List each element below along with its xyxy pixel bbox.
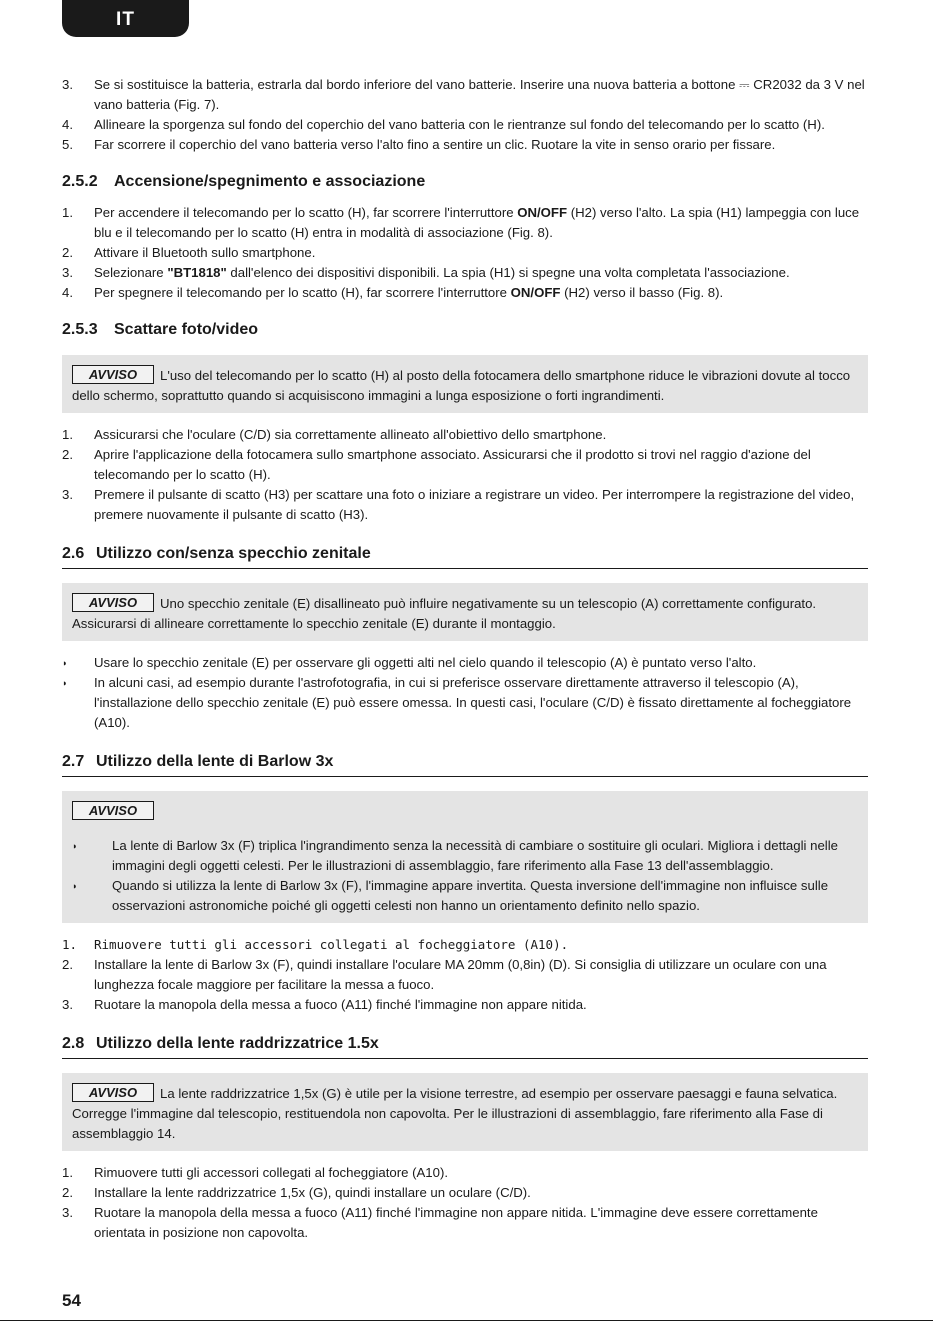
step-emphasis: "BT1818" bbox=[167, 265, 227, 280]
step-number: 2. bbox=[62, 957, 73, 972]
section-2-7-steps bbox=[62, 935, 868, 1015]
section-number: 2.5.2 bbox=[62, 173, 98, 190]
list-item bbox=[62, 243, 868, 263]
bullet-text: La lente di Barlow 3x (F) triplica l'ingrandimento senza la necessità di cambiare o sostituire gli oculari. Migliora i dettagli nelle immagini degli oggetti celesti. Per le illustrazioni di assemblaggio, fare riferimento alla Fase 13 dell'assemblaggio. bbox=[112, 838, 838, 873]
notice-box bbox=[62, 1073, 868, 1151]
step-number: 1. bbox=[62, 1165, 73, 1180]
section-heading-2-7 bbox=[62, 751, 868, 777]
intro-steps-list bbox=[62, 75, 868, 155]
step-number: 1. bbox=[62, 937, 78, 952]
step-text: Rimuovere tutti gli accessori collegati al focheggiatore (A10). bbox=[94, 1165, 449, 1180]
section-number: 2.5.3 bbox=[62, 321, 98, 338]
bullet-text: Usare lo specchio zenitale (E) per osservare gli oggetti alti nel cielo quando il telescopio (A) è puntato verso l'alto. bbox=[94, 655, 757, 670]
step-text: Rimuovere tutti gli accessori collegati al focheggiatore (A10). bbox=[94, 937, 569, 952]
list-item bbox=[62, 955, 868, 995]
step-number: 1. bbox=[62, 205, 73, 220]
section-title: Utilizzo con/senza specchio zenitale bbox=[96, 545, 371, 562]
step-number: 3. bbox=[62, 77, 73, 92]
step-text: Ruotare la manopola della messa a fuoco (A11) finché l'immagine non appare nitida. bbox=[94, 997, 587, 1012]
section-title: Utilizzo della lente di Barlow 3x bbox=[96, 753, 334, 770]
step-text: Premere il pulsante di scatto (H3) per scattare una foto o iniziare a registrare un video. Per interrompere la registrazione del video, premere nuovamente il pulsante di scatto (H3). bbox=[94, 487, 855, 522]
step-text: Per accendere il telecomando per lo scatto (H), far scorrere l'interruttore bbox=[94, 205, 518, 220]
page-content bbox=[62, 75, 868, 1243]
step-text: Installare la lente di Barlow 3x (F), quindi installare l'oculare MA 20mm (0,8in) (D). Si consiglia di utilizzare un oculare con una lunghezza focale maggiore per facilitare la messa a fuoco. bbox=[94, 957, 827, 992]
section-title: Accensione/spegnimento e associazione bbox=[114, 173, 426, 190]
list-item bbox=[62, 445, 868, 485]
step-number: 2. bbox=[62, 245, 73, 260]
notice-badge: AVVISO bbox=[72, 1083, 154, 1102]
page-number: 54 bbox=[62, 1291, 81, 1310]
bullet-icon: ◗ bbox=[62, 678, 68, 688]
step-text: Selezionare bbox=[94, 265, 168, 280]
step-number: 2. bbox=[62, 447, 73, 462]
section-heading-2-6 bbox=[62, 543, 868, 569]
list-item bbox=[62, 653, 868, 673]
section-2-6-bullets bbox=[62, 653, 868, 733]
step-text: dall'elenco dei dispositivi disponibili. La spia (H1) si spegne una volta completata l'associazione. bbox=[226, 265, 790, 280]
step-number: 1. bbox=[62, 427, 73, 442]
step-number: 3. bbox=[62, 997, 73, 1012]
list-item bbox=[62, 425, 868, 445]
list-item bbox=[62, 1203, 868, 1243]
bullet-icon: ◗ bbox=[72, 841, 78, 851]
notice-box bbox=[62, 791, 868, 923]
list-item bbox=[62, 995, 868, 1015]
step-text: Per spegnere il telecomando per lo scatto (H), far scorrere l'interruttore bbox=[94, 285, 511, 300]
step-text: (H2) verso l'alto. La spia (H1) lampeggia con luce blu e il telecomando per lo scatto (H) entra in modalità di associazione (Fig. 8). bbox=[94, 205, 860, 240]
section-title: Scattare foto/video bbox=[114, 321, 259, 338]
list-item bbox=[62, 75, 868, 115]
list-item bbox=[62, 203, 868, 243]
step-text: Se si sostituisce la batteria, estrarla dal bordo inferiore del vano batterie. Inserire una nuova batteria a bottone ⎓ CR2032 da 3 V nel vano batteria (Fig. 7). bbox=[94, 77, 865, 112]
step-text: Attivare il Bluetooth sullo smartphone. bbox=[94, 245, 316, 260]
notice-bullets bbox=[72, 836, 858, 916]
list-item bbox=[62, 485, 868, 525]
notice-text: Uno specchio zenitale (E) disallineato può influire negativamente su un telescopio (A) correttamente configurato. Assicurarsi di allineare correttamente lo specchio zenitale (E) durante il montaggio. bbox=[72, 596, 817, 631]
step-text: Assicurarsi che l'oculare (C/D) sia correttamente allineato all'obiettivo dello smartphone. bbox=[94, 427, 607, 442]
step-text: (H2) verso il basso (Fig. 8). bbox=[560, 285, 724, 300]
notice-box bbox=[62, 583, 868, 641]
list-item bbox=[72, 836, 858, 876]
list-item bbox=[62, 283, 868, 303]
section-number: 2.8 bbox=[62, 1035, 85, 1052]
step-number: 4. bbox=[62, 285, 73, 300]
section-heading-2-5-2 bbox=[62, 171, 868, 193]
section-2-5-2-steps bbox=[62, 203, 868, 303]
step-number: 3. bbox=[62, 1205, 73, 1220]
bottom-divider bbox=[0, 1320, 933, 1321]
list-item bbox=[62, 673, 868, 733]
step-number: 5. bbox=[62, 137, 73, 152]
step-number: 2. bbox=[62, 1185, 73, 1200]
bullet-text: In alcuni casi, ad esempio durante l'astrofotografia, in cui si preferisce osservare direttamente attraverso il telescopio (A), l'installazione dello specchio zenitale (E) può essere omessa. In questi casi, l'oculare (C/D) è fissato direttamente al focheggiatore (A10). bbox=[94, 675, 852, 730]
list-item bbox=[62, 1183, 868, 1203]
step-text: Aprire l'applicazione della fotocamera sullo smartphone associato. Assicurarsi che il prodotto si trovi nel raggio d'azione del telecomando per lo scatto (H). bbox=[94, 447, 811, 482]
section-number: 2.6 bbox=[62, 545, 85, 562]
notice-badge: AVVISO bbox=[72, 801, 154, 820]
notice-badge: AVVISO bbox=[72, 365, 154, 384]
notice-box bbox=[62, 355, 868, 413]
list-item bbox=[72, 876, 858, 916]
notice-text: La lente raddrizzatrice 1,5x (G) è utile per la visione terrestre, ad esempio per osservare paesaggi e fauna selvatica. Corregge l'immagine dal telescopio, restituendola non capovolta. Per le illustrazioni di assemblaggio, fare riferimento alla Fase di assemblaggio 14. bbox=[72, 1086, 838, 1141]
step-number: 4. bbox=[62, 117, 73, 132]
section-heading-2-5-3 bbox=[62, 319, 868, 341]
step-emphasis: ON/OFF bbox=[510, 285, 561, 300]
notice-badge: AVVISO bbox=[72, 593, 154, 612]
bullet-icon: ◗ bbox=[72, 881, 78, 891]
bullet-icon: ◗ bbox=[62, 658, 68, 668]
list-item bbox=[62, 135, 868, 155]
section-2-5-3-steps bbox=[62, 425, 868, 525]
section-number: 2.7 bbox=[62, 753, 85, 770]
step-number: 3. bbox=[62, 487, 73, 502]
section-2-8-steps bbox=[62, 1163, 868, 1243]
step-text: Installare la lente raddrizzatrice 1,5x (G), quindi installare un oculare (C/D). bbox=[94, 1185, 531, 1200]
bullet-text: Quando si utilizza la lente di Barlow 3x (F), l'immagine appare invertita. Questa inversione dell'immagine non influisce sulle osservazioni astronomiche poiché gli oggetti celesti non hanno un orientamento definito nello spazio. bbox=[112, 878, 829, 913]
notice-text: L'uso del telecomando per lo scatto (H) al posto della fotocamera dello smartphone riduce le vibrazioni dovute al tocco dello schermo, soprattutto quando si acquisiscono immagini a lunga esposizione o forti ingrandimenti. bbox=[72, 368, 851, 403]
step-text: Far scorrere il coperchio del vano batteria verso l'alto fino a sentire un clic. Ruotare la vite in senso orario per fissare. bbox=[94, 137, 776, 152]
step-text: Allineare la sporgenza sul fondo del coperchio del vano batteria con le rientranze sul fondo del telecomando per lo scatto (H). bbox=[94, 117, 825, 132]
section-heading-2-8 bbox=[62, 1033, 868, 1059]
step-number: 3. bbox=[62, 265, 73, 280]
section-title: Utilizzo della lente raddrizzatrice 1.5x bbox=[96, 1035, 379, 1052]
list-item bbox=[62, 115, 868, 135]
step-emphasis: ON/OFF bbox=[517, 205, 568, 220]
list-item bbox=[62, 935, 868, 955]
language-tab: IT bbox=[62, 0, 189, 37]
step-text: Ruotare la manopola della messa a fuoco (A11) finché l'immagine non appare nitida. L'immagine deve essere correttamente orientata in posizione non capovolta. bbox=[94, 1205, 818, 1240]
list-item bbox=[62, 1163, 868, 1183]
list-item bbox=[62, 263, 868, 283]
